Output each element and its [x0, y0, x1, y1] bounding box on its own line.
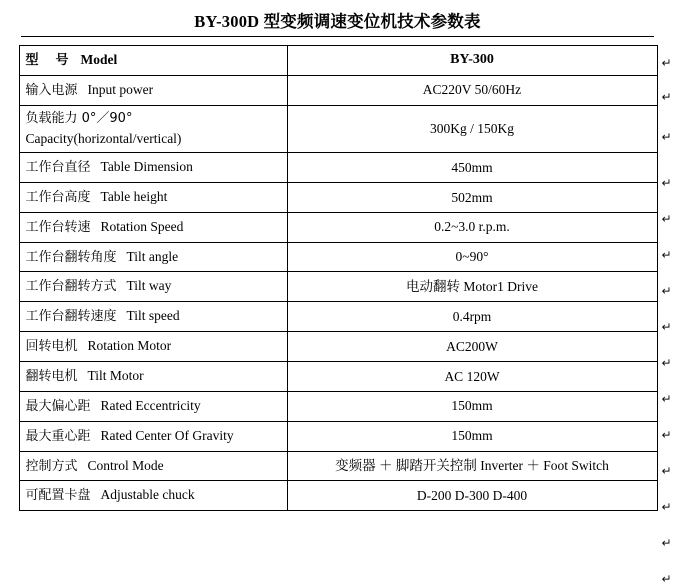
row-label-cell: [19, 481, 287, 511]
row-label-cell: [19, 75, 287, 105]
row-label-cell: [19, 46, 287, 76]
row-value-cell: 0.4rpm: [287, 302, 657, 332]
paragraph-mark: ↵: [661, 90, 672, 104]
row-label-cn: 型 号: [25, 53, 71, 68]
row-label-cn: 翻转电机: [25, 369, 78, 384]
row-value-cell: 0.2~3.0 r.p.m.: [287, 212, 657, 242]
specification-table: [19, 45, 658, 511]
row-value-cell: BY-300: [287, 46, 657, 76]
paragraph-mark: ↵: [661, 284, 672, 298]
row-value-cell: 电动翻转 Motor1 Drive: [287, 272, 657, 302]
row-label-en: Table Dimension: [100, 159, 193, 175]
row-label-cell: [19, 272, 287, 302]
row-value-cell: AC200W: [287, 332, 657, 362]
row-label-cn: 工作台转速: [25, 219, 91, 235]
table-row: [19, 153, 657, 183]
row-label-cn: 可配置卡盘: [25, 488, 91, 504]
row-label-en: Tilt Motor: [87, 368, 144, 383]
row-label-en: Rated Center Of Gravity: [100, 427, 234, 443]
title-underline: [21, 36, 654, 37]
row-value-cell: 502mm: [287, 182, 657, 212]
row-value-cell: AC220V 50/60Hz: [287, 75, 657, 105]
page-title: BY-300D 型变频调速变位机技术参数表: [194, 12, 481, 31]
row-label-cn: 工作台翻转方式: [25, 279, 117, 295]
row-label-cell: [19, 362, 287, 392]
row-label-cell: [19, 391, 287, 421]
table-row: [19, 212, 657, 242]
table-row: [19, 75, 657, 105]
table-row: [19, 242, 657, 272]
row-label-cn: 最大偏心距: [25, 398, 91, 414]
row-label-cn: 回转电机: [25, 339, 78, 355]
paragraph-mark: ↵: [661, 212, 672, 226]
row-value-cell: 150mm: [287, 421, 657, 451]
row-label-en: Tilt speed: [126, 308, 180, 324]
row-label-en: Rotation Motor: [87, 338, 172, 354]
table-row: [19, 182, 657, 212]
row-label-cell: [19, 332, 287, 362]
table-row: [19, 302, 657, 332]
row-label-cn: 最大重心距: [25, 428, 91, 444]
row-label-en: Tilt angle: [126, 248, 179, 264]
paragraph-mark: ↵: [661, 248, 672, 262]
row-label-cell: [19, 153, 287, 183]
row-label-en: Tilt way: [126, 278, 172, 294]
row-label-cn: 工作台翻转速度: [25, 309, 117, 325]
row-label-cn: 负载能力 0°／90°: [25, 110, 133, 126]
row-label-cell: [19, 302, 287, 332]
paragraph-mark: ↵: [661, 392, 672, 406]
row-label-cn: 工作台直径: [25, 160, 91, 176]
row-label-cell: [19, 212, 287, 242]
paragraph-mark: ↵: [661, 56, 672, 70]
paragraph-mark: ↵: [661, 428, 672, 442]
paragraph-mark: ↵: [661, 500, 672, 514]
table-row: [19, 105, 657, 152]
row-label-cell: [19, 182, 287, 212]
row-value-cell: 150mm: [287, 391, 657, 421]
row-label-cell: [19, 242, 287, 272]
table-row: [19, 481, 657, 511]
paragraph-mark: ↵: [661, 320, 672, 334]
row-label-cn: 工作台高度: [25, 189, 91, 205]
table-row: [19, 272, 657, 302]
row-value-cell: 变频器 ＋ 脚踏开关控制 Inverter ＋ Foot Switch: [287, 451, 657, 481]
row-label-cell: [19, 421, 287, 451]
row-label-en: Table height: [100, 188, 168, 204]
row-label-en: Control Mode: [87, 457, 164, 473]
row-label-en: Rated Eccentricity: [100, 397, 201, 413]
paragraph-mark: ↵: [661, 356, 672, 370]
paragraph-mark: ↵: [661, 176, 672, 190]
table-row: [19, 391, 657, 421]
row-label-en: Input power: [87, 81, 154, 97]
row-label-cn: 工作台翻转角度: [25, 249, 117, 265]
row-label-cell: [19, 105, 287, 152]
row-label-en: Model: [80, 52, 118, 67]
row-value-cell: 0~90°: [287, 242, 657, 272]
table-row: [19, 421, 657, 451]
table-row: [19, 451, 657, 481]
row-value-cell: 300Kg / 150Kg: [287, 105, 657, 152]
table-row: [19, 362, 657, 392]
paragraph-mark: ↵: [661, 130, 672, 144]
row-label-cell: [19, 451, 287, 481]
table-row: [19, 46, 657, 76]
paragraph-mark: ↵: [661, 572, 672, 586]
row-value-cell: AC 120W: [287, 362, 657, 392]
row-label-cn: 控制方式: [25, 458, 78, 474]
paragraph-mark: ↵: [661, 536, 672, 550]
spec-table-wrapper: [19, 45, 672, 586]
paragraph-mark: ↵: [661, 464, 672, 478]
row-value-cell: D-200 D-300 D-400: [287, 481, 657, 511]
row-label-en: Capacity(horizontal/vertical): [25, 130, 182, 146]
row-label-en: Adjustable chuck: [100, 487, 195, 503]
table-row: [19, 332, 657, 362]
row-label-cn: 输入电源: [25, 82, 78, 98]
row-label-en: Rotation Speed: [100, 218, 184, 234]
row-value-cell: 450mm: [287, 153, 657, 183]
